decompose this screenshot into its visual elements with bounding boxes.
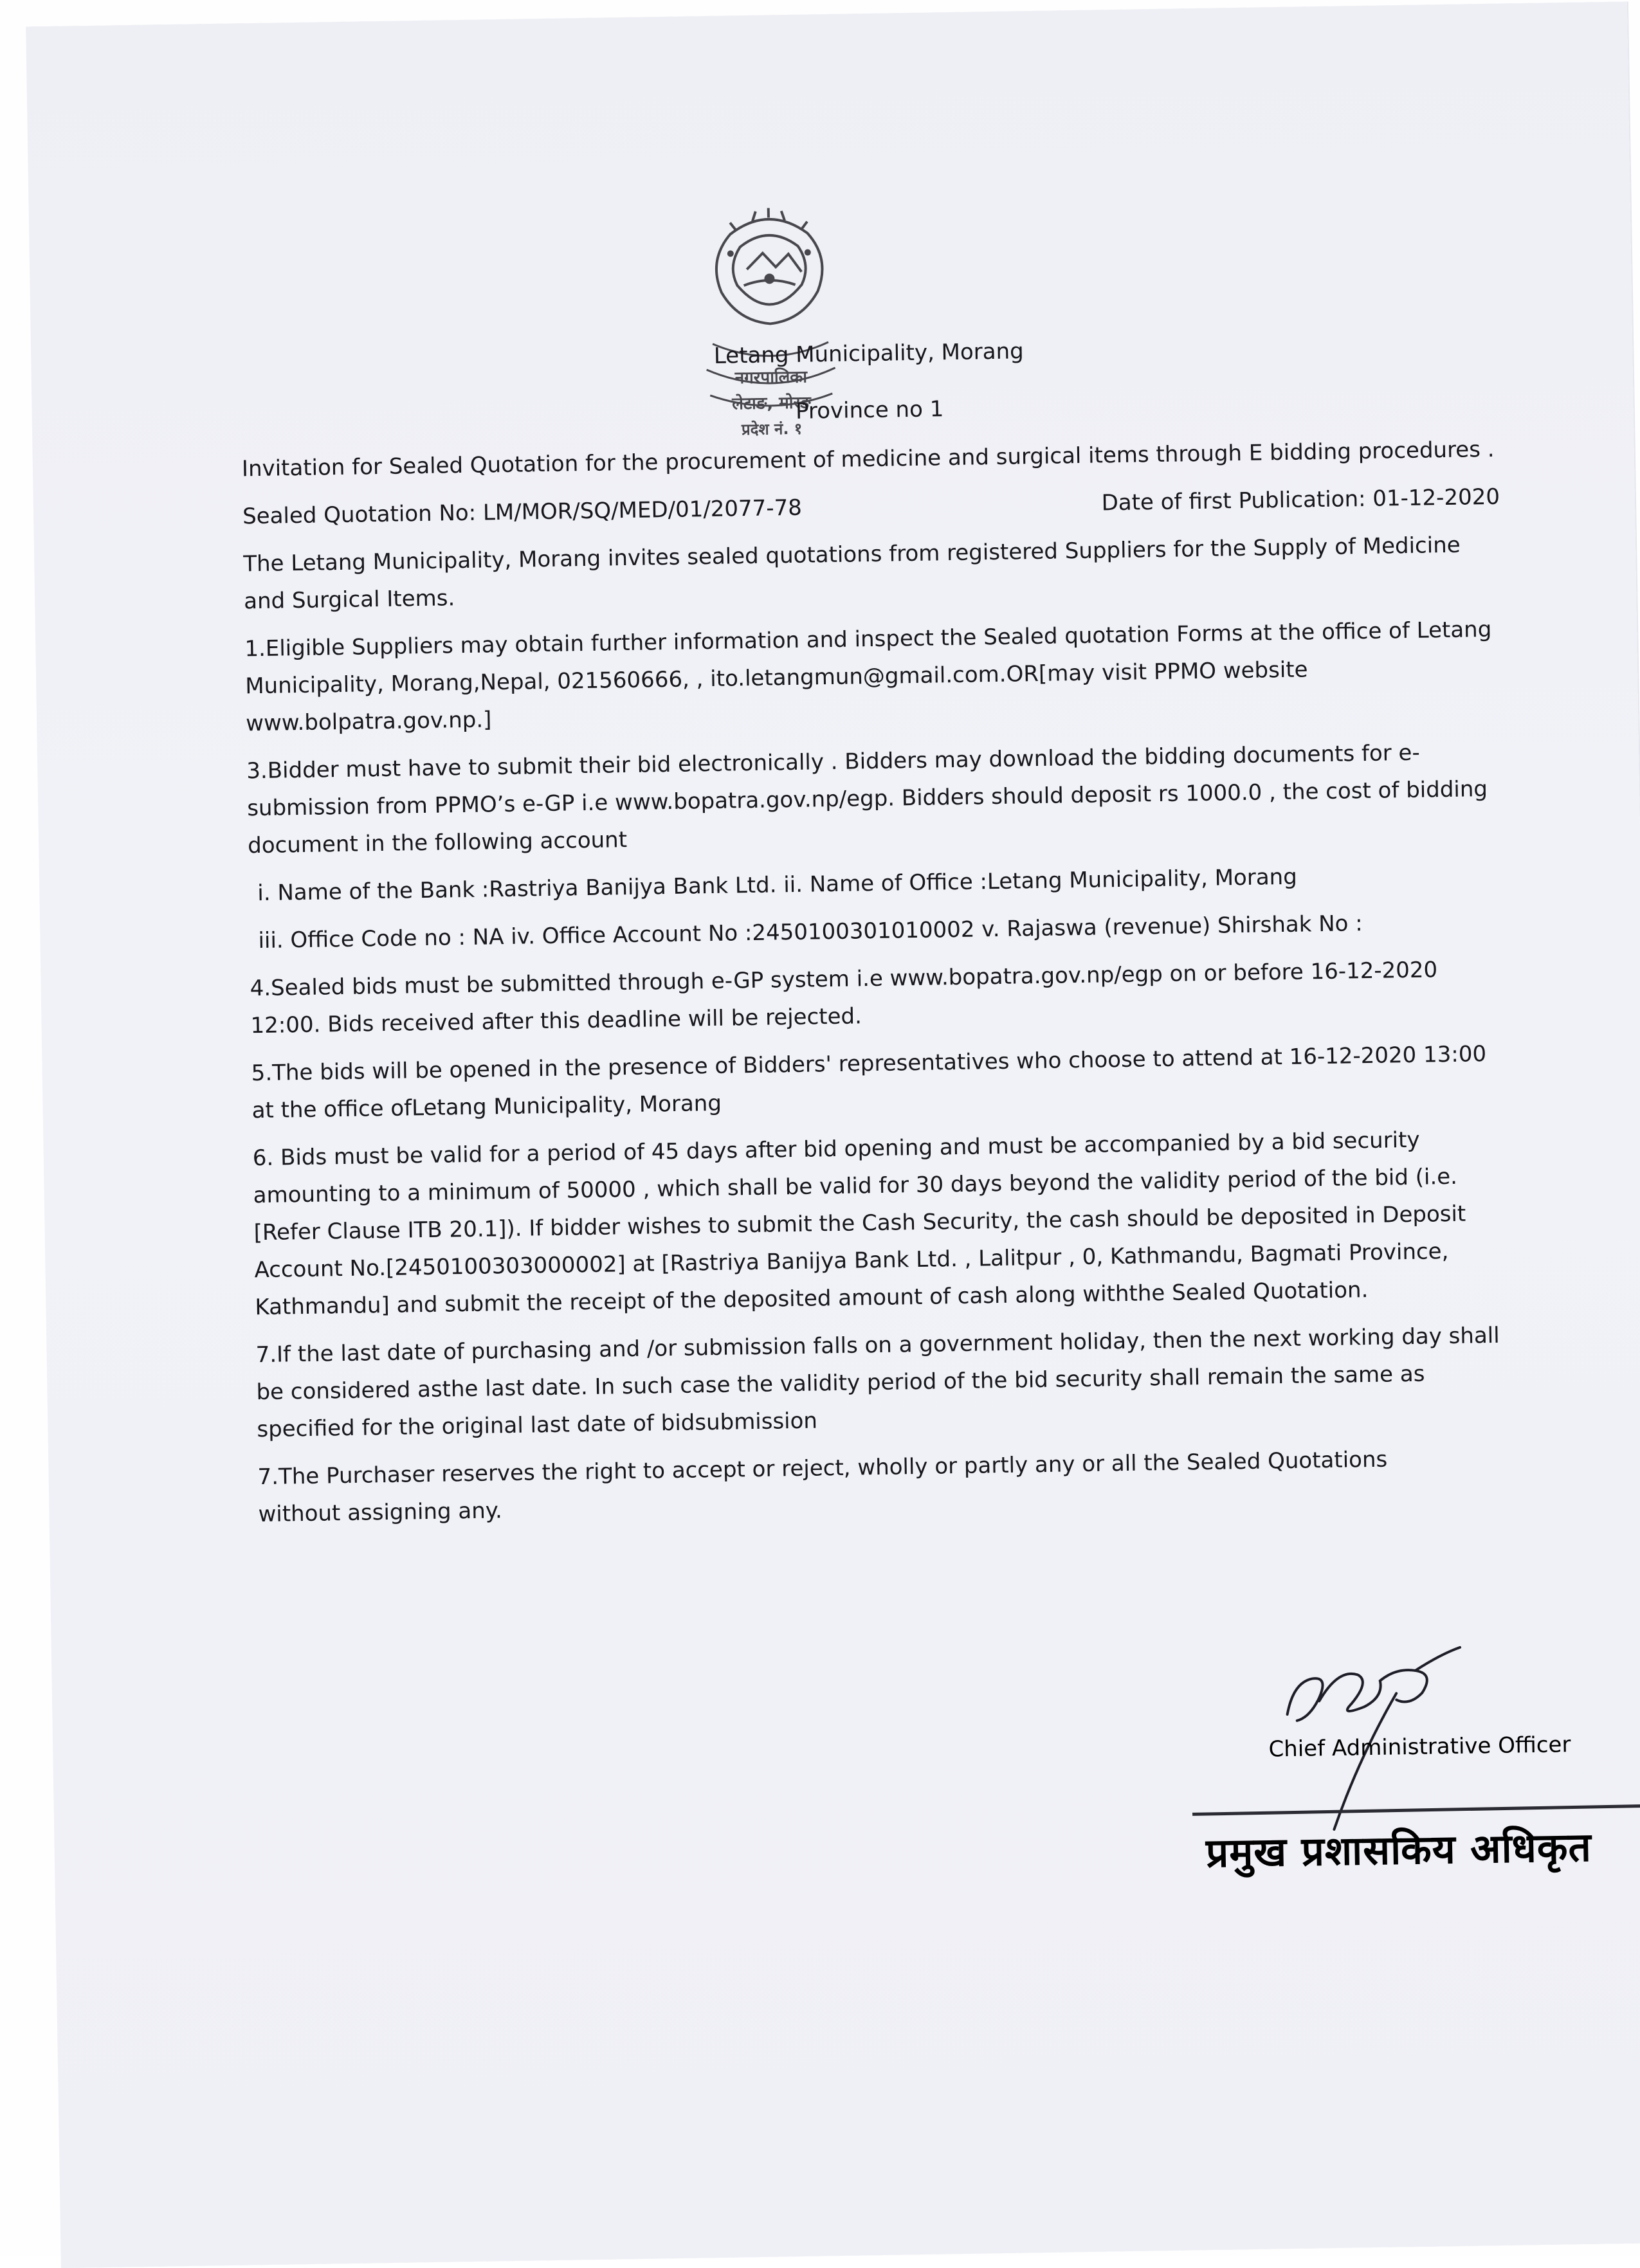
stamp-text: प्रमुख प्रशासकिय अधिकृत bbox=[1205, 1823, 1592, 1877]
reference-row bbox=[242, 478, 1500, 536]
header-org: Letang Municipality, Morang bbox=[713, 338, 1025, 369]
bank-details-line-1: i. Name of the Bank :Rastriya Banijya Bank Ltd. ii. Name of Office :Letang Municipality, Morang bbox=[257, 864, 1298, 907]
header-province: Province no 1 bbox=[795, 396, 944, 424]
item-1: 1.Eligible Suppliers may obtain further information and inspect the Sealed quotation Forms at the office of Letang Municipality, Morang,Nepal, 021560666, , ito.letangmun@gmail.com.OR[may visit PPMO website www.bolpatra.gov.np.] bbox=[244, 616, 1492, 737]
item-7b: 7.The Purchaser reserves the right to accept or reject, wholly or partly any or all the Sealed Quotations without assigning any. bbox=[257, 1446, 1388, 1528]
intro-paragraph: The Letang Municipality, Morang invites sealed quotations from registered Suppliers for the Supply of Medicine and Surgical Items. bbox=[243, 532, 1461, 615]
document-title: Invitation for Sealed Quotation for the procurement of medicine and surgical items through E bidding procedures . bbox=[241, 436, 1495, 482]
svg-text:नगरपालिका: नगरपालिका bbox=[734, 367, 808, 388]
officer-title: Chief Administrative Officer bbox=[1268, 1732, 1571, 1763]
document-paper bbox=[26, 1, 1640, 2268]
document-body bbox=[239, 300, 1516, 1543]
item-4: 4.Sealed bids must be submitted through e-GP system i.e www.bopatra.gov.np/egp on or before 16-12-2020 12:00. Bids received after this deadline will be rejected. bbox=[250, 957, 1438, 1039]
item-7a: 7.If the last date of purchasing and /or submission falls on a government holiday, then the next working day shall be considered asthe last date. In such case the validity period of the bid security shall remain the same as specified for the original last date of bidsubmission bbox=[255, 1322, 1500, 1443]
item-3: 3.Bidder must have to submit their bid electronically . Bidders may download the bidding documents for e-submission from PPMO’s e-GP i.e www.bopatra.gov.np/egp. Bidders should deposit rs 1000.0 , the cost of bidding document in the following account bbox=[246, 739, 1488, 859]
item-5: 5.The bids will be opened in the presence of Bidders' representatives who choose to attend at 16-12-2020 13:00 at the office ofLetang Municipality, Morang bbox=[251, 1041, 1487, 1124]
item-6: 6. Bids must be valid for a period of 45 days after bid opening and must be accompanied by a bid security amounting to a minimum of 50000 , which shall be valid for 30 days beyond the validity period of the bid (i.e. [Refer Clause ITB 20.1]). If bidder wishes to submit the Cash Security, the cash should be deposited in Deposit Account No.[2450100303000002] at [Rastriya Banijya Bank Ltd. , Lalitpur , 0, Kathmandu, Bagmati Province, Kathmandu] and submit the receipt of the deposited amount of cash along withthe Sealed Quotation. bbox=[252, 1127, 1466, 1321]
svg-text:लेटाङ, मोरङ: लेटाङ, मोरङ bbox=[732, 393, 811, 414]
quotation-number: Sealed Quotation No: LM/MOR/SQ/MED/01/2077-78 bbox=[242, 494, 803, 530]
signature-block bbox=[1119, 1649, 1571, 1770]
publication-date: Date of first Publication: 01-12-2020 bbox=[1101, 484, 1500, 516]
svg-text:प्रदेश नं. १: प्रदेश नं. १ bbox=[741, 419, 803, 439]
officer-stamp bbox=[1192, 1802, 1640, 1886]
bank-details-line-2: iii. Office Code no : NA iv. Office Account No :2450100301010002 v. Rajaswa (revenue) Shirshak No : bbox=[258, 911, 1363, 954]
